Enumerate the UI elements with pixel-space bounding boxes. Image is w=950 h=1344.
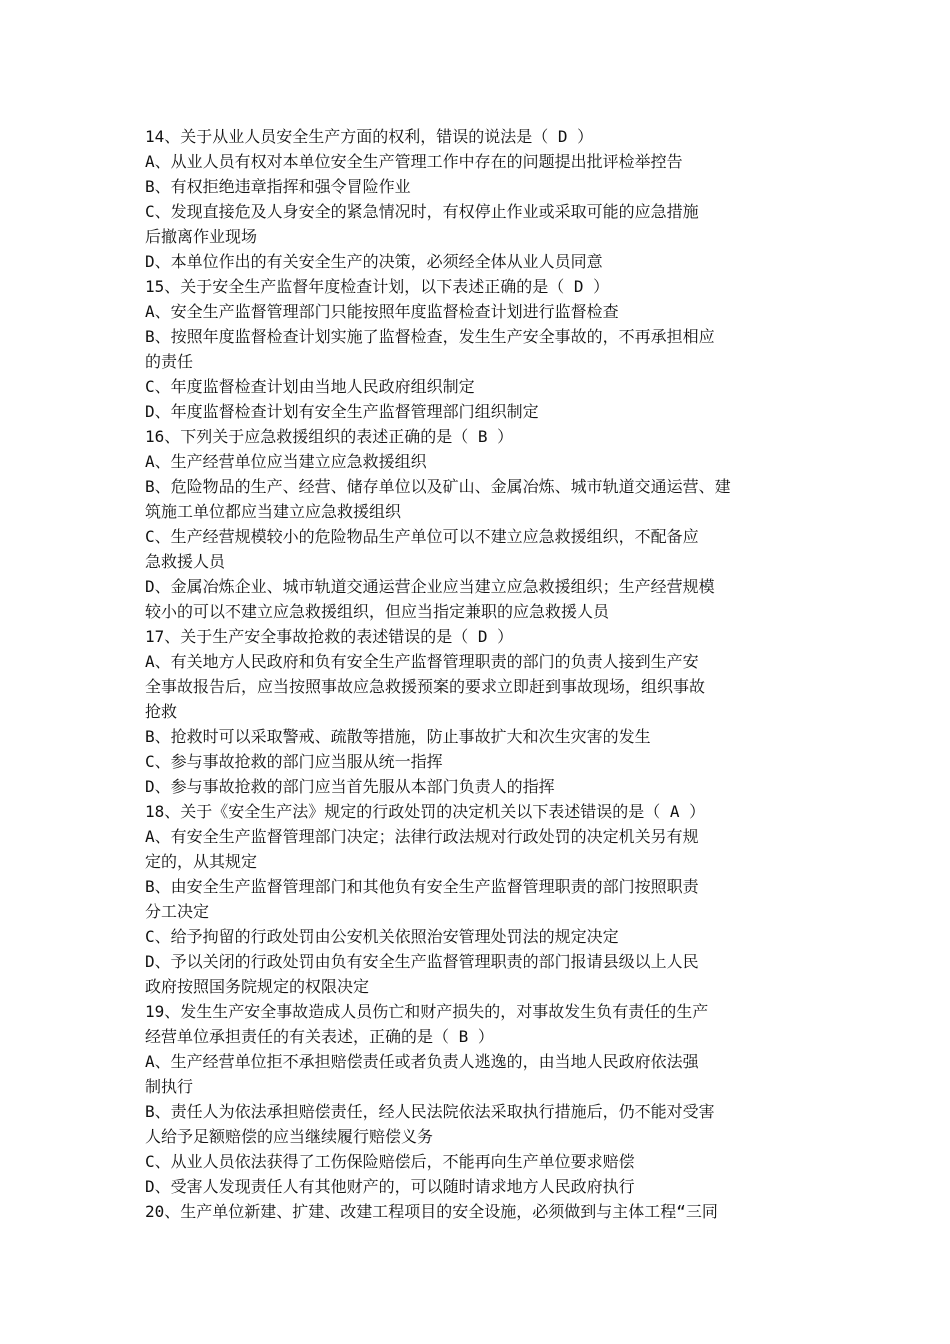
document-body — [145, 124, 810, 1224]
text-line: 17、关于生产安全事故抢救的表述错误的是（ D ） — [145, 627, 514, 646]
text-line: A、有安全生产监督管理部门决定；法律行政法规对行政处罚的决定机关另有规 — [145, 827, 699, 846]
text-line: C、参与事故抢救的部门应当服从统一指挥 — [145, 752, 443, 771]
text-line: 18、关于《安全生产法》规定的行政处罚的决定机关以下表述错误的是（ A ） — [145, 802, 706, 821]
text-line: C、年度监督检查计划由当地人民政府组织制定 — [145, 377, 475, 396]
text-line: 制执行 — [145, 1077, 194, 1096]
text-line: 分工决定 — [145, 902, 210, 921]
text-line: A、生产经营单位拒不承担赔偿责任或者负责人逃逸的，由当地人民政府依法强 — [145, 1052, 699, 1071]
text-line: B、有权拒绝违章指挥和强令冒险作业 — [145, 177, 411, 196]
text-line: 20、生产单位新建、扩建、改建工程项目的安全设施，必须做到与主体工程“三同 — [145, 1202, 718, 1221]
text-line: C、给予拘留的行政处罚由公安机关依照治安管理处罚法的规定决定 — [145, 927, 619, 946]
text-line: D、受害人发现责任人有其他财产的，可以随时请求地方人民政府执行 — [145, 1177, 635, 1196]
text-line: 经营单位承担责任的有关表述，正确的是（ B ） — [145, 1027, 494, 1046]
text-line: B、由安全生产监督管理部门和其他负有安全生产监督管理职责的部门按照职责 — [145, 877, 699, 896]
text-line: 全事故报告后，应当按照事故应急救援预案的要求立即赶到事故现场，组织事故 — [145, 677, 706, 696]
text-line: D、参与事故抢救的部门应当首先服从本部门负责人的指挥 — [145, 777, 555, 796]
text-line: 政府按照国务院规定的权限决定 — [145, 977, 370, 996]
text-line: 抢救 — [145, 702, 178, 721]
text-line: 16、下列关于应急救援组织的表述正确的是（ B ） — [145, 427, 514, 446]
text-line: B、按照年度监督检查计划实施了监督检查，发生生产安全事故的，不再承担相应 — [145, 327, 715, 346]
text-line: B、抢救时可以采取警戒、疏散等措施，防止事故扩大和次生灾害的发生 — [145, 727, 651, 746]
text-line: D、予以关闭的行政处罚由负有安全生产监督管理职责的部门报请县级以上人民 — [145, 952, 699, 971]
text-line: D、年度监督检查计划有安全生产监督管理部门组织制定 — [145, 402, 539, 421]
text-line: 人给予足额赔偿的应当继续履行赔偿义务 — [145, 1127, 434, 1146]
text-line: 定的，从其规定 — [145, 852, 258, 871]
text-line: C、从业人员依法获得了工伤保险赔偿后，不能再向生产单位要求赔偿 — [145, 1152, 635, 1171]
text-line: A、从业人员有权对本单位安全生产管理工作中存在的问题提出批评检举控告 — [145, 152, 683, 171]
text-line: 急救援人员 — [145, 552, 226, 571]
text-line: D、金属冶炼企业、城市轨道交通运营企业应当建立应急救援组织；生产经营规模 — [145, 577, 715, 596]
text-line: 15、关于安全生产监督年度检查计划，以下表述正确的是（ D ） — [145, 277, 610, 296]
text-line: 的责任 — [145, 352, 194, 371]
text-line: 19、发生生产安全事故造成人员伤亡和财产损失的，对事故发生负有责任的生产 — [145, 1002, 709, 1021]
text-line: B、责任人为依法承担赔偿责任，经人民法院依法采取执行措施后，仍不能对受害 — [145, 1102, 715, 1121]
text-line: A、安全生产监督管理部门只能按照年度监督检查计划进行监督检查 — [145, 302, 619, 321]
text-line: B、危险物品的生产、经营、储存单位以及矿山、金属冶炼、城市轨道交通运营、建 — [145, 477, 731, 496]
text-line: A、生产经营单位应当建立应急救援组织 — [145, 452, 427, 471]
text-line: D、本单位作出的有关安全生产的决策，必须经全体从业人员同意 — [145, 252, 603, 271]
text-line: A、有关地方人民政府和负有安全生产监督管理职责的部门的负责人接到生产安 — [145, 652, 699, 671]
text-line: 14、关于从业人员安全生产方面的权利，错误的说法是（ D ） — [145, 127, 594, 146]
text-line: 后撤离作业现场 — [145, 227, 258, 246]
text-line: C、生产经营规模较小的危险物品生产单位可以不建立应急救援组织，不配备应 — [145, 527, 699, 546]
text-line: C、发现直接危及人身安全的紧急情况时，有权停止作业或采取可能的应急措施 — [145, 202, 699, 221]
text-line: 较小的可以不建立应急救援组织，但应当指定兼职的应急救援人员 — [145, 602, 610, 621]
text-line: 筑施工单位都应当建立应急救援组织 — [145, 502, 402, 521]
